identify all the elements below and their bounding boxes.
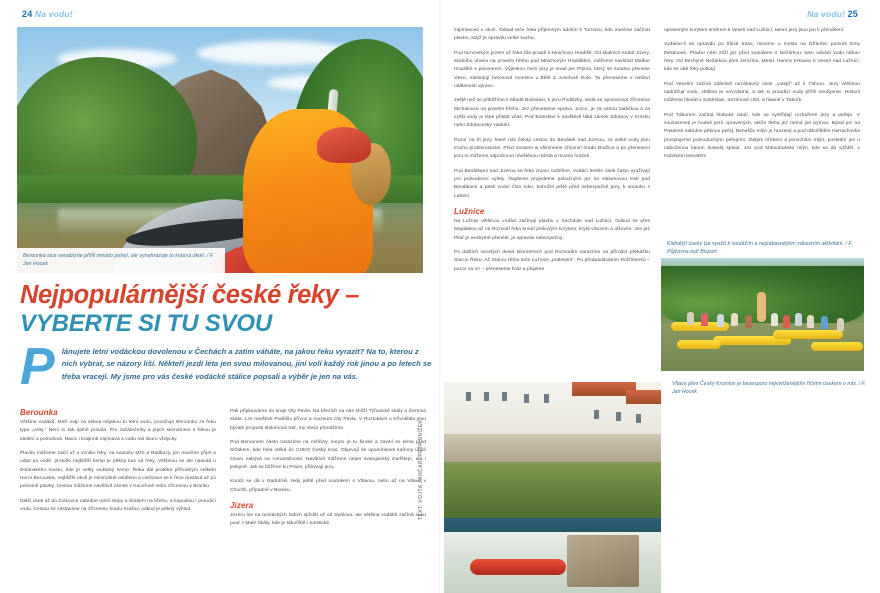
right-folio: 25 bbox=[847, 9, 858, 19]
paragraph: Pod Berounem často narazíme na mělčiny, koryto je tu široké a zaviní se téma před Srbskem, kde řeka vtéká do CHKO Český kras. Objevují se upomínkové kaňony údolí znovu nabývá na romantičnosti. Navštívit můžeme nejen svatojanský Karlštejn, ale i jeskyně. Jak se blížíme ku Praze, přibývají jezy. bbox=[230, 439, 426, 470]
person bbox=[687, 312, 694, 325]
photo-kayak-group bbox=[661, 258, 864, 371]
section-heading-jizera: Jizera bbox=[230, 500, 254, 510]
paragraph: Končit se dá v Radotíně, tedy ještě před soutokem s Vltavou, nebo až na Vltavě v Chuchli, případně v Branku. bbox=[230, 479, 426, 493]
left-running-head bbox=[22, 9, 73, 19]
concrete-block bbox=[567, 535, 639, 587]
person bbox=[701, 313, 708, 326]
right-magazine-title: Na vodu! bbox=[807, 9, 846, 19]
paragraph: Na Lužnici většinou vodáci začínají plavbu v Suchdole nad Lužnicí. Odsud se přes Majdalenu až na Rozvodí řeka kroutí pískovým korytem, krytá vrbovím a olšovím. Jen jez Pilař je nezbytné přenést, je opravdu nebezpečný. bbox=[454, 218, 650, 241]
paragraph: Pod Veselím začíná zdánlivě nezábavný úsek „volejů“ až k Táboru. Jezy většinou nadrážují vodu, většina je nevzdatná, a tak si proudící vody příliš neužijeme. Historii můžeme hledat v Soběslavi, Sezimově Ústí, a hlavně v Táboře. bbox=[664, 81, 860, 104]
window bbox=[616, 412, 621, 421]
right-column-1 bbox=[454, 27, 650, 280]
hero-photo-berounka bbox=[17, 27, 423, 273]
paragraph: Pod Táborem začíná hluboké údolí, kde se vystřídají rozbořené jezy a peřeje. V současnosti je hodně jezů opravených, takže třeba jez nemá jen pytnou. Býval jez na Paseimě nabídne pěknou peřej. Benešův mlýn je hrazený a pod tábořištěm Harrachovka prosplujeme jednoduchými peřejemi. Zlatým hřebem a jezvíchům mlýn, poslední jez u naboženou kanon dosedá splout. Jez pod Matoubukský mlýn, kde se dá sjíždět, v Hubském lesnatém bbox=[664, 112, 860, 160]
left-folio: 24 bbox=[22, 9, 33, 19]
paragraph: Po dalších necelých deset kilometrech pod Rozvodím narazíme na přírodní překážku Starou Řeku. Až Starou Hlínu teče Lužnice „pralesem“. Po předpádáváním Rožmberka – pozor na vír – přeneseme hráz a plujeme bbox=[454, 249, 650, 272]
window bbox=[484, 392, 489, 401]
page-gutter bbox=[439, 0, 441, 593]
paragraph: Další úsek až do Zvíkovce nabídne údolí slepy a skalami na břehu, a kupodivu i proudící vodu. Cestou se zastavíme na zříceninu hradu Krašov, odkud je pěkný výhled. bbox=[20, 498, 216, 512]
headline-line-1: Nejpopulárnější české řeky – bbox=[20, 281, 359, 309]
paragraph: Vydáme-li se opravdu po líbivé trase, mineme u mostu na Dříteňec pomník Emy Destinové. Plavbu nám ztíží jez před soutokem s Nežárkou, kam odvádí vodu náhon řeky. Od Bechyně Nežárkou přes Jemčinu, Metel, Hamra Krkavec k Veselí nad Lužnicí, kde se obě řeky potkají. bbox=[664, 42, 860, 73]
person bbox=[795, 313, 802, 326]
article-headline bbox=[20, 282, 436, 336]
paragraph: Ještě než se přiblížíme k Mladé Boleslavi, k jezu Podlázky, nedá se opomenout zřícenina Michalovce na pravém břehu. Jez přeneseme vpravo, pozor, je za ostrou zatáčkou a za vyšší vody je lépe přistát včas. Pod Boleslaví k návštěvě láká zámek Zdránov v Krnsku nebo Zdránovský viadukt. bbox=[454, 98, 650, 129]
window bbox=[544, 394, 549, 403]
person bbox=[807, 315, 814, 328]
person bbox=[837, 318, 844, 331]
headline-line-2: VYBERTE SI TU SVOU bbox=[20, 310, 273, 338]
krumlov-photo-caption bbox=[666, 376, 874, 401]
window bbox=[594, 410, 599, 419]
window bbox=[524, 394, 529, 403]
krumlov-caption-text: Vltava přes Český Krumlov je bezesporu nejvytíženějším říčním úsekem u nás. / F. Jan Hocek bbox=[672, 381, 866, 396]
person bbox=[771, 313, 778, 326]
paragraph: Pod Benátkami nad Jizerou se řeka znovu rozbíhne. Vodáci tenhle úsek často využívají pro jednodenní výlety. Najdeme projedeme pobočnými jez se slalomovou tratí pod Benátkami a pasti vodní člun toku, bohužel ještě před nebezpečné jezy, k soutoku s Labem. bbox=[454, 168, 650, 199]
paragraph: Pak připlouváme do kraje Oty Pavla. Na březích na nás shlíží Týřovické skály a Čertova skála. Lze navštívit Prašilův přívoz a muzeum Oty Pavla. V Roztokách u Křivoklátu jsou bývalé propusti slalomová trať, my vlevo přenášíme. bbox=[230, 409, 426, 431]
left-column-2 bbox=[230, 408, 426, 535]
yellow-kayak bbox=[677, 340, 721, 349]
left-column-1 bbox=[20, 408, 216, 535]
green-bank bbox=[444, 462, 661, 524]
paragraph: Pozor na tři jezy, které nás čekají cestou do Benátek nad Jizerou, za velké vody jsou trochu problematické. Před mostem si všimneme zřícenin hradu Dražice a po přenesení jezu si můžeme odpočinout návštěvou města a muzea hraček. bbox=[454, 137, 650, 160]
window bbox=[636, 414, 641, 423]
roof bbox=[626, 390, 661, 404]
section-heading-luznice: Lužnice bbox=[454, 206, 485, 216]
drop-cap: P bbox=[20, 338, 55, 396]
right-page bbox=[440, 0, 880, 593]
kayaks-caption-text: Klidnější úseky lze využít k soutěžím a nejzábavnějším zábavním aktivitám. / F. Půjčovna lodí Bisport bbox=[667, 241, 853, 256]
window bbox=[502, 392, 507, 401]
lead-text: lánujete letní vodáckou dovolenou v Čechách a zatím váháte, na jakou řeku vyrazit? Na to, kterou z nich vybrat, se názory liší. Někteří jezdí léta jen svou milovanou, jiní volí každý rok jinou a po letech se třeba vracejí. My jsme pro vás české vodácké stálice popsali a výběr je jen na vás. bbox=[61, 347, 432, 381]
hero-caption-text: Berounka sice nenabízne příliš mnoho peřejí, ale vynahrazuje to krásná okolí. / F. Jan Hocek bbox=[23, 252, 214, 267]
yellow-kayak bbox=[811, 342, 863, 351]
paragraph: Pod turnovským jezem už řeka čile proudí k Mnichovu Hradišti. Od skalních srubů Jizery, skalního útvaru na pravém břehu pod Mnichovým Hradištěm, můžeme navštívit Malbor Hradiště s pivovarem. Výjimkou mezi jezy je snad jen Ptýrov, který se snadno přenese vlevo, následují betonová monstra v Bělé a Josefově Dole. Ta přeneseme v ústřeví událenosti vpravo. bbox=[454, 50, 650, 89]
red-boat bbox=[470, 559, 566, 575]
paragraph: Většina vodáků, kteří mají za sebou nějakou tu letní vodu, považuje Berounku za řeku typu „volej.“ Není to tak úplně pravda. Pro začátečníky a jejich seznámení s řekou je ideální a pohodová. Navíc i krajinně zajímavá a vodu má skoro vždycky. bbox=[20, 420, 216, 442]
standing-person bbox=[757, 292, 766, 322]
photo-cesky-krumlov bbox=[444, 382, 661, 593]
person bbox=[745, 315, 752, 328]
person bbox=[717, 314, 724, 327]
window bbox=[466, 392, 471, 401]
left-body-columns bbox=[20, 408, 426, 535]
paddler-cap bbox=[317, 127, 371, 163]
text-credit: TEXT: VOJTA JANČAR, PETR SNÍŽEK bbox=[418, 419, 424, 520]
section-heading-berounka: Berounka bbox=[20, 408, 58, 417]
yellow-kayak bbox=[773, 330, 843, 339]
paragraph: Jezeru lze na turistických lodích sjíždět už od Spálova, ale většina vodáků začíná svou pouť z Malé Skály, kde je tábořiště i turistické bbox=[230, 512, 426, 527]
right-running-head bbox=[807, 9, 858, 19]
person bbox=[821, 316, 828, 329]
person bbox=[783, 315, 790, 328]
hero-photo-caption bbox=[17, 248, 225, 273]
person bbox=[731, 313, 738, 326]
paragraph: Plavbu můžeme začít už u vzniku řeky, na soutoku Mže a Radbuzy, jen musíme přijet a odjet po vodě, protože nejbližší kemp je pěkný kus od řeky. Většinou se ale nasedá u Dolanského mostu, kde je velký vodácký kemp. Řeka dál protéká příhodným celkem Horní Berounka, nejbližší okolí je minimálně osídleno a civilizace se k řece dostává až po polovině plavby. Cestou můžeme navštívit zámek v Kaceřově nebo zříceninu v Branku. bbox=[20, 450, 216, 490]
paragraph: zajímavostí v okolí. Odsud teče řeka příjemným údolím k Turnovu, kde musíme začínat plavbu, když je opravdu velké sucho. bbox=[454, 28, 650, 42]
lead-paragraph bbox=[20, 338, 436, 396]
left-magazine-title: Na vodu! bbox=[34, 9, 73, 19]
paragraph: upraveným korytem směrem k Veselí nad Lužnicí, tamní jezy jsou jen k přenášení. bbox=[664, 28, 845, 33]
